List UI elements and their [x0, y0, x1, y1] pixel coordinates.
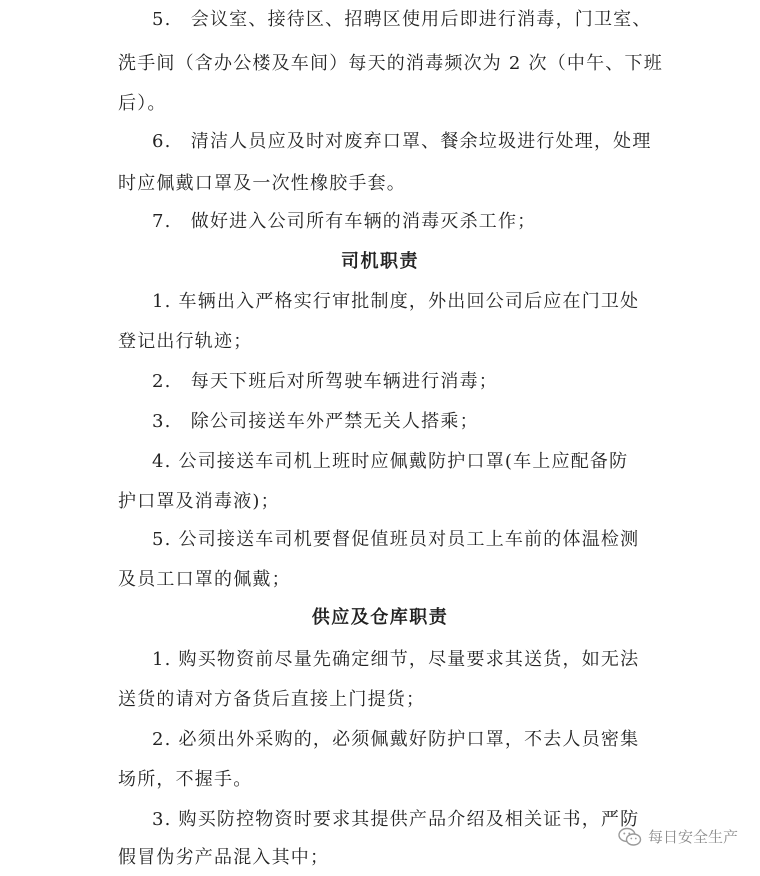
text-line: 场所，不握手。: [118, 769, 253, 790]
text-line: 3. 除公司接送车外严禁无关人搭乘；: [152, 411, 479, 432]
text-line: 5. 会议室、接待区、招聘区使用后即进行消毒，门卫室、: [152, 9, 652, 30]
text-line: 4. 公司接送车司机上班时应佩戴防护口罩(车上应配备防: [152, 451, 629, 472]
text-line: 时应佩戴口罩及一次性橡胶手套。: [118, 173, 406, 194]
wechat-icon: [618, 827, 642, 847]
text-line: 2. 每天下班后对所驾驶车辆进行消毒；: [152, 371, 498, 392]
text-line: 登记出行轨迹；: [118, 331, 253, 352]
section-heading-supply: 供应及仓库职责: [311, 607, 449, 628]
text-line: 假冒伪劣产品混入其中；: [118, 847, 330, 868]
text-line: 后）。: [118, 93, 167, 114]
watermark: [618, 826, 738, 847]
text-line: 2. 必须出外采购的，必须佩戴好防护口罩，不去人员密集: [152, 729, 640, 750]
text-line: 1. 购买物资前尽量先确定细节，尽量要求其送货，如无法: [152, 649, 640, 670]
text-line: 洗手间（含办公楼及车间）每天的消毒频次为 2 次（中午、下班: [118, 53, 663, 74]
text-line: 送货的请对方备货后直接上门提货；: [118, 689, 426, 710]
text-line: 5. 公司接送车司机要督促值班员对员工上车前的体温检测: [152, 529, 640, 550]
watermark-text: 每日安全生产: [647, 828, 738, 846]
text-line: 护口罩及消毒液)；: [118, 491, 280, 512]
section-heading-driver: 司机职责: [341, 251, 419, 272]
text-line: 3. 购买防控物资时要求其提供产品介绍及相关证书，严防: [152, 809, 640, 830]
text-line: 6. 清洁人员应及时对废弃口罩、餐余垃圾进行处理，处理: [152, 131, 652, 152]
text-line: 及员工口罩的佩戴；: [118, 569, 291, 590]
text-line: 7. 做好进入公司所有车辆的消毒灭杀工作；: [152, 211, 537, 232]
text-line: 1. 车辆出入严格实行审批制度，外出回公司后应在门卫处: [152, 291, 640, 312]
